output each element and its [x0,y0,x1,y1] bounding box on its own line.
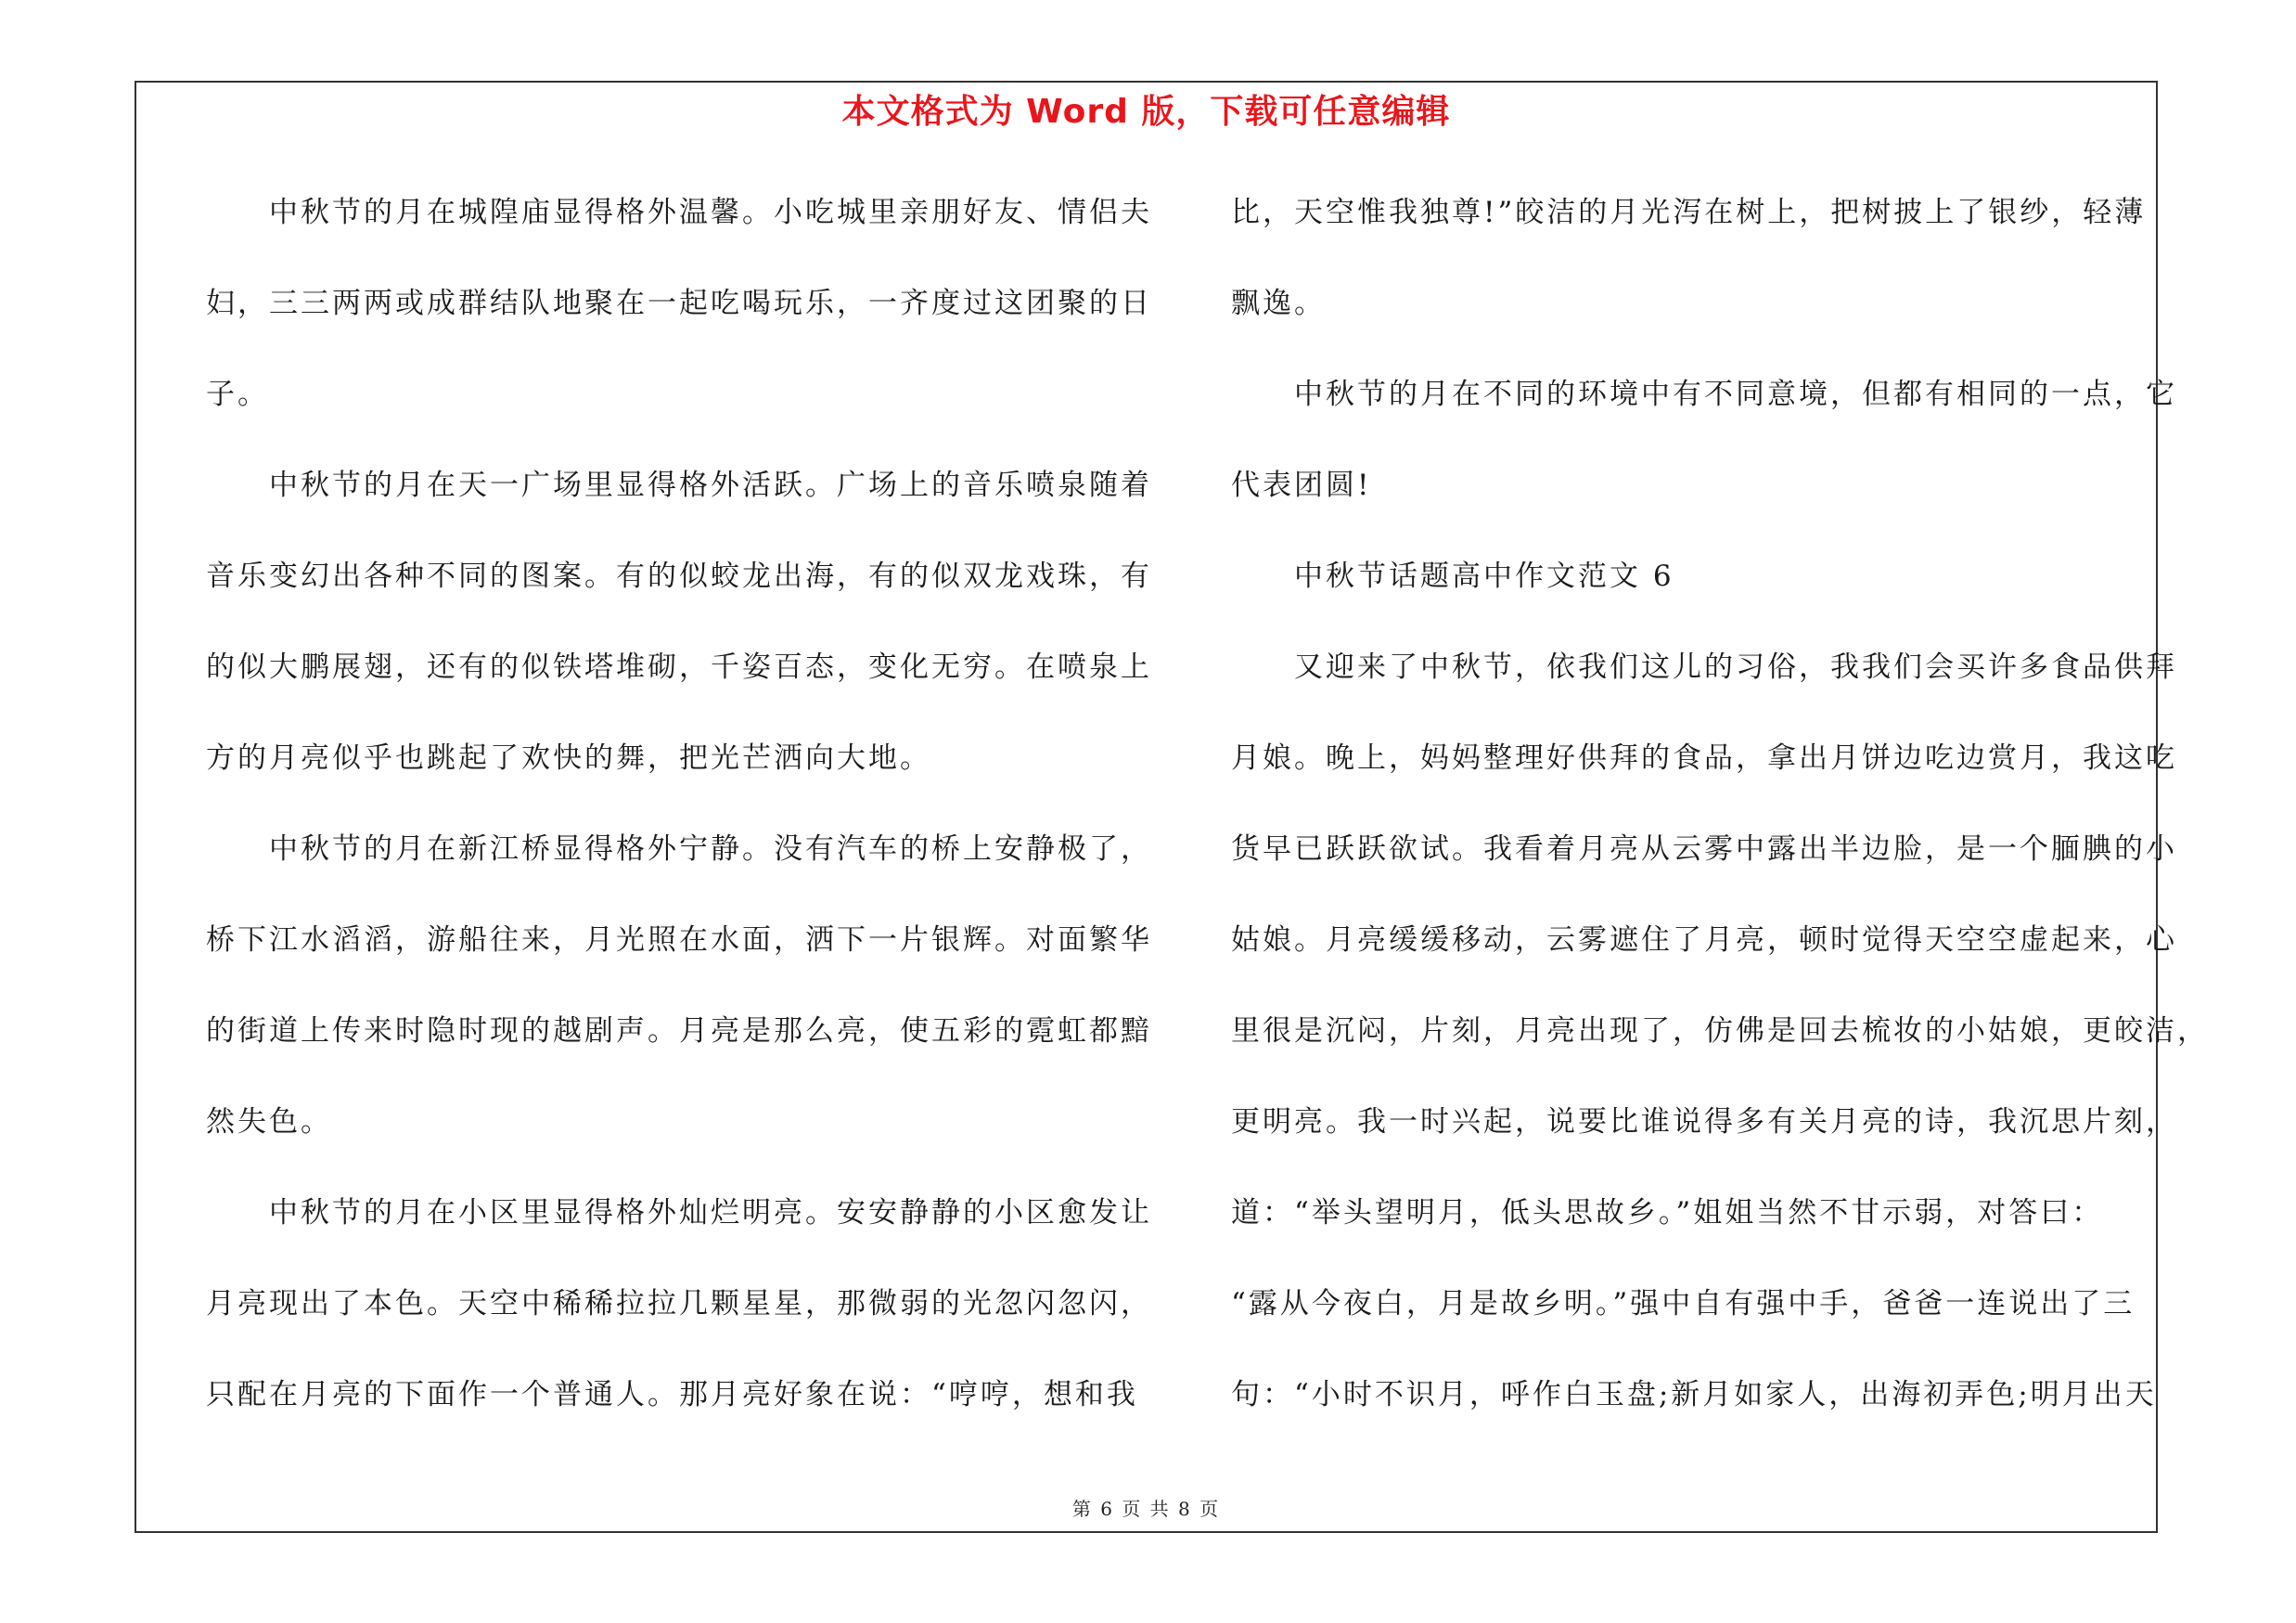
text-line: 中秋节的月在不同的环境中有不同意境，但都有相同的一点，它 [1231,378,2177,411]
text-line: 妇，三三两两或成群结队地聚在一起吃喝玩乐，一齐度过这团聚的日 [206,287,1152,320]
text-line: 月娘。晚上，妈妈整理好供拜的食品，拿出月饼边吃边赏月，我这吃 [1231,741,2177,775]
text-line: 飘逸。 [1231,287,1326,320]
text-line: 中秋节的月在新江桥显得格外宁静。没有汽车的桥上安静极了， [206,832,1152,866]
text-line: 只配在月亮的下面作一个普通人。那月亮好象在说：“哼哼，想和我 [206,1378,1138,1411]
left-column [206,184,1152,1457]
text-line: 道：“举头望明月，低头思故乡。”姐姐当然不甘示弱，对答曰： [1231,1196,2104,1230]
text-line: 更明亮。我一时兴起，说要比谁说得多有关月亮的诗，我沉思片刻， [1231,1105,2177,1139]
text-line: 桥下江水滔滔，游船往来，月光照在水面，洒下一片银辉。对面繁华 [206,923,1152,957]
text-line: 月亮现出了本色。天空中稀稀拉拉几颗星星，那微弱的光忽闪忽闪， [206,1287,1152,1320]
text-line: 中秋节的月在城隍庙显得格外温馨。小吃城里亲朋好友、情侣夫 [206,196,1152,229]
text-line: 中秋节的月在小区里显得格外灿烂明亮。安安静静的小区愈发让 [206,1196,1152,1230]
text-line: 的似大鹏展翅，还有的似铁塔堆砌，千姿百态，变化无穷。在喷泉上 [206,650,1152,684]
text-line: 代表团圆! [1231,469,1372,502]
text-line: “露从今夜白，月是故乡明。”强中自有强中手，爸爸一连说出了三 [1231,1287,2136,1320]
text-line: 的街道上传来时隐时现的越剧声。月亮是那么亮，使五彩的霓虹都黯 [206,1014,1152,1048]
text-line: 句：“小时不识月，呼作白玉盘;新月如家人，出海初弄色;明月出天 [1231,1378,2157,1411]
text-line: 里很是沉闷，片刻，月亮出现了，仿佛是回去梳妆的小姑娘，更皎洁， [1231,1014,2209,1048]
text-line: 方的月亮似乎也跳起了欢快的舞，把光芒洒向大地。 [206,741,931,775]
text-line: 音乐变幻出各种不同的图案。有的似蛟龙出海，有的似双龙戏珠，有 [206,560,1152,593]
text-line: 中秋节的月在天一广场里显得格外活跃。广场上的音乐喷泉随着 [206,469,1152,502]
text-line: 子。 [206,378,269,411]
text-line: 货早已跃跃欲试。我看着月亮从云雾中露出半边脸，是一个腼腆的小 [1231,832,2177,866]
text-line: 然失色。 [206,1105,332,1139]
page-number: 第 6 页 共 8 页 [1071,1498,1221,1520]
text-line: 又迎来了中秋节，依我们这儿的习俗，我我们会买许多食品供拜 [1231,650,2177,684]
format-banner: 本文格式为 Word 版，下载可任意编辑 [841,93,1451,131]
text-line: 比，天空惟我独尊!”皎洁的月光泻在树上，把树披上了银纱，轻薄 [1231,196,2147,229]
section-heading: 中秋节话题高中作文范文 6 [1231,560,1674,593]
right-column [1231,184,2209,1457]
text-line: 姑娘。月亮缓缓移动，云雾遮住了月亮，顿时觉得天空空虚起来，心 [1231,923,2177,957]
